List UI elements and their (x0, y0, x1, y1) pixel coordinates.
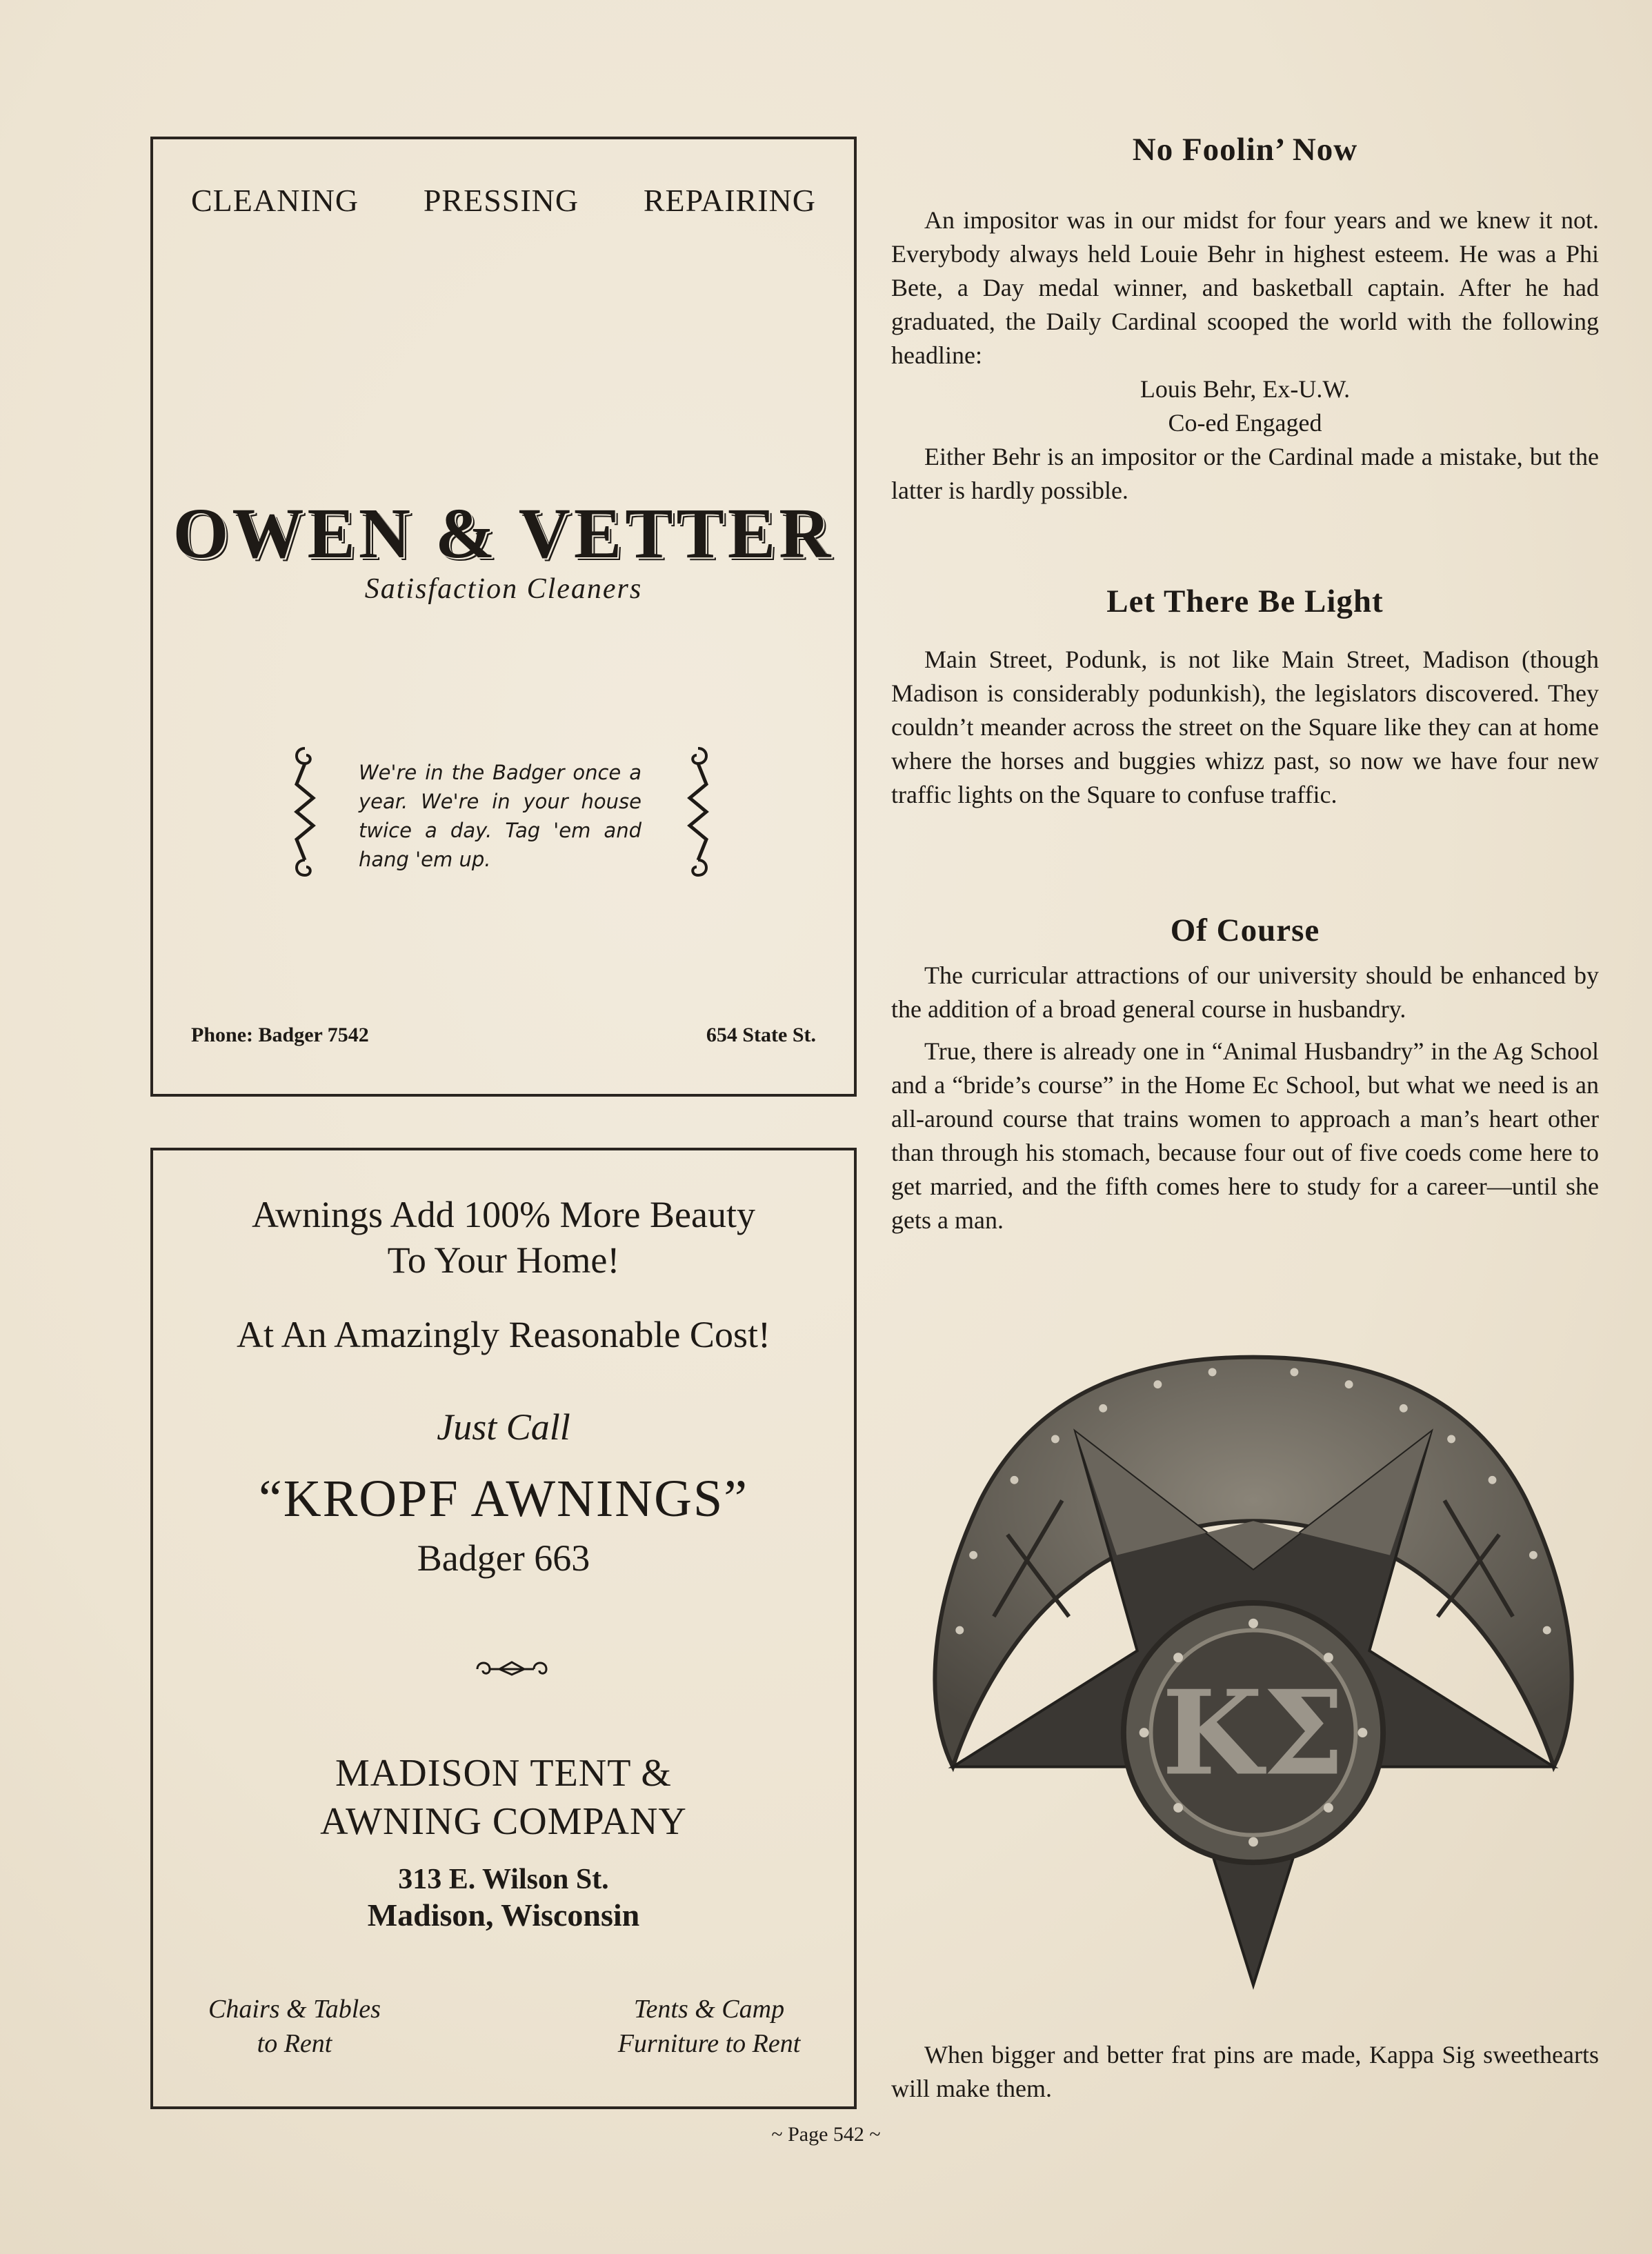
owen-vetter-phone: Phone: Badger 7542 (191, 1024, 369, 1046)
article-paragraph: True, there is already one in “Animal Husbandry” in the Ag School and a “bride’s course” in the Home Ec School, but what we need is an all-around course that trains women to approach a man’s heart other than through his stomach, because four out of five coeds come here to get married, and the fifth comes here to study for a career—until she gets a man. (891, 1037, 1599, 1234)
awning-phone: Badger 663 (417, 1537, 590, 1579)
awning-cost-line: At An Amazingly Reasonable Cost! (237, 1314, 770, 1355)
awning-company-line1: MADISON TENT & (335, 1752, 672, 1795)
service-repairing: REPAIRING (643, 183, 816, 218)
kappa-sigma-pin-image (912, 1330, 1595, 2013)
awning-company-line2: AWNING COMPANY (320, 1800, 687, 1843)
service-cleaning: CLEANING (191, 183, 359, 218)
article-title-let-there-be-light: Let There Be Light (1106, 584, 1384, 619)
tents-line1: Tents & Camp (633, 1995, 785, 2024)
article-paragraph: Main Street, Podunk, is not like Main Street, Madison (though Madison is considerably podunkish), the legislators discovered. They couldn’t meander across the street on the Square like they can at home where the horses and buggies whizz past, so now we have four new traffic lights on the Square to confuse traffic. (891, 646, 1599, 808)
awning-street: 313 E. Wilson St. (398, 1864, 609, 1895)
pin-letters: ΚΣ (1162, 1664, 1345, 1802)
kropf-awnings-ad (150, 1148, 857, 2109)
article-no-foolin (891, 203, 1599, 508)
owen-vetter-ad (150, 137, 857, 1097)
awning-tents-camp (592, 1992, 826, 2061)
article-title-of-course: Of Course (1170, 912, 1320, 948)
tents-line2: Furniture to Rent (617, 2029, 801, 2058)
service-pressing: PRESSING (423, 183, 579, 218)
slogan-block (291, 743, 712, 888)
services-line (191, 182, 816, 219)
owen-vetter-address: 654 State St. (706, 1024, 816, 1046)
scroll-ornament-right-icon (684, 743, 712, 881)
article-of-course (891, 959, 1599, 1237)
article-paragraph: Either Behr is an impositor or the Cardinal made a mistake, but the latter is hardly possible. (891, 443, 1599, 504)
awning-chairs-tables (191, 1992, 398, 2061)
awning-headline (153, 1192, 854, 1283)
chairs-line1: Chairs & Tables (208, 1995, 381, 2024)
quoted-headline-line1: Louis Behr, Ex-U.W. (1140, 375, 1351, 403)
awning-headline-line1: Awnings Add 100% More Beauty (252, 1194, 755, 1235)
scroll-ornament-left-icon (291, 743, 319, 881)
awning-headline-line2: To Your Home! (387, 1239, 620, 1281)
awning-just-call: Just Call (437, 1406, 570, 1448)
owen-vetter-brand: OWEN & VETTER (172, 494, 835, 573)
owen-vetter-slogan: We're in the Badger once a year. We're in your house twice a day. Tag 'em and hang 'em up. (359, 761, 641, 871)
awning-city: Madison, Wisconsin (367, 1897, 640, 1933)
flourish-ornament-icon (470, 1654, 553, 1682)
quoted-headline-line2: Co-ed Engaged (1168, 409, 1322, 437)
article-let-there-be-light (891, 643, 1599, 812)
article-title-no-foolin: No Foolin’ Now (1132, 132, 1358, 168)
awning-business-name: “KROPF AWNINGS” (258, 1470, 749, 1528)
awning-company-name (153, 1749, 854, 1846)
owen-vetter-tagline: Satisfaction Cleaners (364, 573, 643, 605)
chairs-line2: to Rent (257, 2029, 332, 2058)
article-paragraph: An impositor was in our midst for four years and we knew it not. Everybody always held Louie Behr in highest esteem. He was a Phi Bete, a Day medal winner, and basketball captain. After he had graduated, the Daily Cardinal scooped the world with the following headline: (891, 206, 1599, 369)
article-paragraph: The curricular attractions of our university should be enhanced by the addition of a broad general course in husbandry. (891, 961, 1599, 1023)
page-number: ~ Page 542 ~ (771, 2123, 881, 2146)
pin-caption: When bigger and better frat pins are made, Kappa Sig sweethearts will make them. (891, 2041, 1599, 2102)
